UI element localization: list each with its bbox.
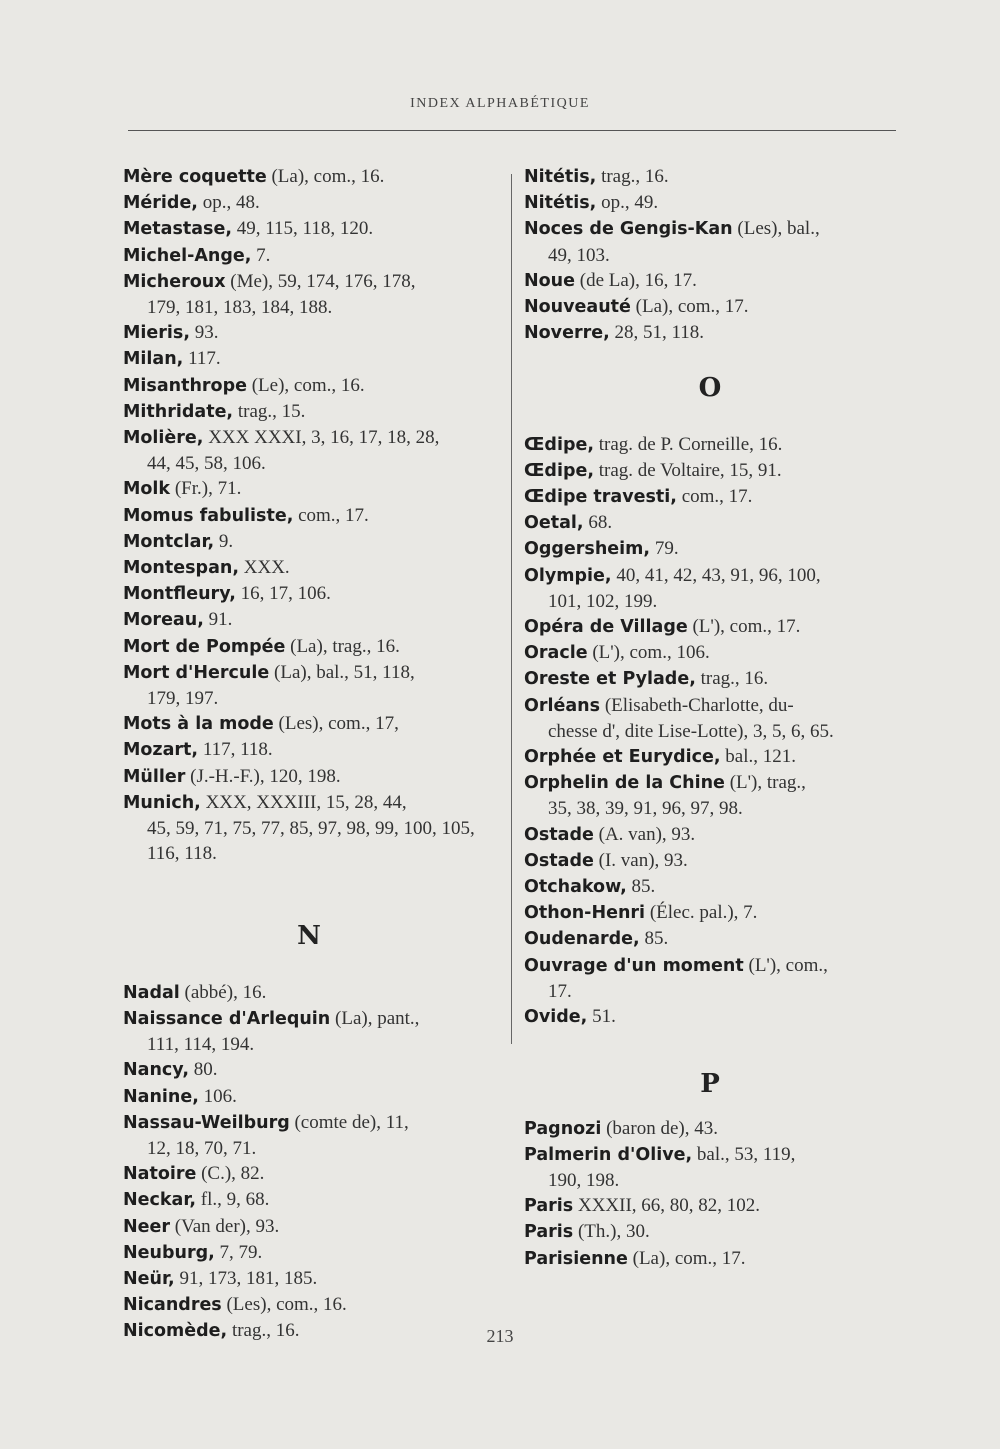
entry-references: 79.: [650, 538, 679, 560]
index-entry: [123, 346, 495, 372]
page-header: INDEX ALPHABÉTIQUE: [410, 96, 590, 111]
entry-references: XXXII, 66, 80, 82, 102.: [573, 1195, 761, 1217]
index-entry: [524, 432, 896, 458]
entry-references: (comte de), 11,: [289, 1111, 409, 1133]
entry-headword: Nassau-Weilburg: [123, 1112, 290, 1133]
entry-headword: Nanine,: [123, 1086, 199, 1107]
index-entry: [123, 1161, 495, 1187]
entry-headword: Nicomède,: [123, 1321, 228, 1342]
entry-continuation: 179, 197.: [147, 688, 219, 710]
entry-headword: Milan,: [123, 349, 184, 370]
entry-continuation: 17.: [548, 980, 572, 1002]
entry-headword: Oggersheim,: [524, 539, 651, 560]
entries-p: [524, 1116, 896, 1272]
entry-references: (Les), bal.,: [732, 218, 820, 240]
entry-continuation: 190, 198.: [548, 1169, 620, 1191]
index-entry: [524, 458, 896, 484]
index-entry: [524, 294, 896, 320]
index-entry: [123, 1110, 495, 1161]
entry-continuation: 179, 181, 183, 184, 188.: [147, 297, 333, 319]
entry-headword: Méride,: [123, 193, 198, 214]
entry-headword: Nitétis,: [524, 193, 597, 214]
entry-continuation: 101, 102, 199.: [548, 590, 658, 612]
entry-references: (L'), com.,: [743, 954, 828, 976]
entry-headword: Misanthrope: [123, 375, 247, 396]
index-entry: [123, 216, 495, 242]
entry-references: (La), pant.,: [330, 1007, 420, 1029]
index-entry: [123, 1292, 495, 1318]
index-entry: [123, 764, 495, 790]
entry-headword: Nadal: [123, 982, 180, 1003]
entry-references: trag. de P. Corneille, 16.: [594, 433, 783, 455]
section-letter-p: P: [700, 1069, 720, 1100]
entry-references: (Elisabeth-Charlotte, du-: [600, 694, 794, 716]
entry-headword: Neür,: [123, 1268, 175, 1289]
entry-references: trag., 16.: [695, 668, 769, 690]
entry-references: 93.: [189, 322, 219, 344]
entry-headword: Natoire: [123, 1164, 197, 1185]
entry-headword: Ouvrage d'un moment: [524, 955, 744, 976]
entry-references: com., 17.: [676, 486, 753, 508]
entry-headword: Metastase,: [123, 219, 232, 240]
entry-headword: Neer: [123, 1216, 171, 1237]
index-entry: [524, 848, 896, 874]
entry-headword: Neuburg,: [123, 1242, 215, 1263]
index-entry: [524, 1219, 896, 1245]
entry-references: (Me), 59, 174, 176, 178,: [225, 270, 416, 292]
entry-references: (Les), com., 17,: [273, 713, 399, 735]
index-entry: [123, 1006, 495, 1057]
entry-headword: Mots à la mode: [123, 714, 274, 735]
index-entry: [123, 1240, 495, 1266]
index-entry: [524, 1142, 896, 1193]
index-entry: [524, 953, 896, 1004]
entry-references: (Van der), 93.: [170, 1215, 280, 1237]
entry-references: (La), com., 17.: [627, 1247, 746, 1269]
entry-headword: Molière,: [123, 428, 204, 449]
entry-continuation: 35, 38, 39, 91, 96, 97, 98.: [548, 798, 743, 820]
entry-headword: Montclar,: [123, 531, 215, 552]
entry-headword: Noue: [524, 270, 575, 291]
entry-references: (Le), com., 16.: [246, 374, 365, 396]
entry-headword: Mieris,: [123, 323, 190, 344]
entry-headword: Montfleury,: [123, 584, 236, 605]
entry-references: trag. de Voltaire, 15, 91.: [594, 459, 782, 481]
entry-references: (La), trag., 16.: [285, 635, 400, 657]
index-entry: [123, 737, 495, 763]
entry-references: (de La), 16, 17.: [575, 269, 697, 291]
entry-references: (L'), com., 106.: [587, 642, 710, 664]
entry-references: trag., 16.: [596, 166, 669, 187]
entry-headword: Paris: [524, 1196, 574, 1217]
index-entry: [123, 269, 495, 320]
index-entry: [123, 425, 495, 476]
entry-references: XXX, XXXIII, 15, 28, 44,: [200, 791, 407, 813]
index-entry: [524, 563, 896, 614]
index-entry: [524, 1193, 896, 1219]
entry-headword: Molk: [123, 479, 171, 500]
entry-references: (Élec. pal.), 7.: [645, 902, 758, 924]
entry-headword: Noverre,: [524, 323, 610, 344]
entry-references: trag., 16.: [227, 1320, 300, 1342]
index-entry: [524, 268, 896, 294]
entry-references: 40, 41, 42, 43, 91, 96, 100,: [611, 564, 821, 586]
index-entry: [524, 693, 896, 744]
entry-headword: Müller: [123, 766, 186, 787]
entry-references: 51.: [587, 1006, 616, 1028]
entries-n-right: [524, 164, 896, 346]
section-letter-o: O: [698, 373, 722, 404]
entry-references: (La), com., 16.: [266, 166, 385, 187]
entry-references: 68.: [583, 512, 613, 534]
entry-continuation: 45, 59, 71, 75, 77, 85, 97, 98, 99, 100, 105, 116, 118.: [147, 818, 475, 865]
entry-continuation: 12, 18, 70, 71.: [147, 1137, 257, 1159]
column-divider: [511, 174, 512, 1044]
entry-references: XXX.: [239, 557, 290, 579]
entry-references: op., 48.: [197, 192, 260, 214]
entry-headword: Nitétis,: [524, 167, 597, 187]
entry-references: (La), bal., 51, 118,: [269, 661, 415, 683]
entry-headword: Pagnozi: [524, 1118, 602, 1139]
entry-references: (Fr.), 71.: [170, 478, 242, 500]
right-column: [524, 164, 896, 1272]
entry-references: bal., 121.: [720, 746, 796, 768]
entry-headword: Moreau,: [123, 610, 204, 631]
entry-references: XXX XXXI, 3, 16, 17, 18, 28,: [203, 427, 440, 449]
entry-headword: Naissance d'Arlequin: [123, 1008, 331, 1029]
index-entry: [524, 614, 896, 640]
entry-references: 16, 17, 106.: [235, 583, 331, 605]
index-entry: [123, 320, 495, 346]
entry-headword: Othon-Henri: [524, 903, 646, 924]
entry-headword: Orléans: [524, 695, 601, 716]
entry-references: 117, 118.: [198, 739, 273, 761]
entry-references: bal., 53, 119,: [692, 1143, 796, 1165]
entry-headword: Mort d'Hercule: [123, 662, 270, 683]
entry-references: 85.: [626, 876, 656, 898]
entry-headword: Noces de Gengis-Kan: [524, 219, 733, 240]
entry-headword: Œdipe,: [524, 434, 594, 455]
index-entry: [123, 555, 495, 581]
entry-headword: Montespan,: [123, 558, 239, 579]
index-entry: [524, 164, 896, 190]
entry-headword: Mozart,: [123, 740, 199, 761]
index-entry: [123, 476, 495, 502]
index-entry: [524, 1246, 896, 1272]
page-number: 213: [486, 1326, 514, 1346]
entry-references: 28, 51, 118.: [609, 322, 705, 344]
index-entry: [123, 529, 495, 555]
entry-headword: Parisienne: [524, 1248, 628, 1269]
index-entry: [123, 503, 495, 529]
entry-references: 7, 79.: [214, 1241, 263, 1263]
entry-references: 49, 115, 118, 120.: [231, 218, 374, 240]
entry-headword: Ovide,: [524, 1007, 588, 1028]
index-entry: [524, 822, 896, 848]
entry-headword: Michel-Ange,: [123, 245, 252, 266]
entry-references: (Th.), 30.: [573, 1221, 650, 1243]
left-column: [123, 164, 495, 1345]
index-entry: [524, 484, 896, 510]
index-entry: [524, 926, 896, 952]
index-entry: [123, 607, 495, 633]
entry-references: (A. van), 93.: [593, 823, 696, 845]
entry-headword: Munich,: [123, 792, 201, 813]
header-rule: [128, 130, 896, 131]
index-entry: [123, 243, 495, 269]
entry-references: 80.: [188, 1059, 218, 1081]
index-entry: [123, 1057, 495, 1083]
entries-o: [524, 432, 896, 1031]
entry-references: (abbé), 16.: [179, 981, 267, 1003]
entry-headword: Palmerin d'Olive,: [524, 1144, 693, 1165]
entry-headword: Œdipe,: [524, 460, 594, 481]
entry-continuation: 44, 45, 58, 106.: [147, 453, 266, 475]
index-entry: [524, 1004, 896, 1030]
index-entry: [524, 640, 896, 666]
entry-headword: Nouveauté: [524, 297, 631, 318]
index-entry: [123, 634, 495, 660]
index-entry: [524, 216, 896, 267]
index-entry: [524, 744, 896, 770]
index-entry: [123, 399, 495, 425]
index-entry: [123, 660, 495, 711]
index-entry: [123, 164, 495, 190]
section-letter-n: N: [297, 921, 321, 952]
entry-references: (L'), com., 17.: [687, 616, 801, 638]
entry-continuation: 111, 114, 194.: [147, 1034, 255, 1056]
entry-headword: Otchakow,: [524, 877, 627, 898]
index-entry: [123, 581, 495, 607]
entry-headword: Mithridate,: [123, 401, 234, 422]
index-entry: [123, 1084, 495, 1110]
entries-n-left: [123, 980, 495, 1345]
entry-continuation: 49, 103.: [548, 244, 610, 266]
entry-references: 117.: [183, 348, 221, 370]
index-entry: [524, 190, 896, 216]
entry-references: (J.-H.-F.), 120, 198.: [185, 765, 341, 787]
entry-headword: Oudenarde,: [524, 929, 640, 950]
index-entry: [524, 874, 896, 900]
index-entry: [123, 790, 495, 867]
entry-headword: Mère coquette: [123, 167, 267, 187]
entry-references: op., 49.: [596, 192, 659, 214]
index-entry: [123, 1266, 495, 1292]
entry-headword: Momus fabuliste,: [123, 505, 294, 526]
entry-headword: Opéra de Village: [524, 617, 688, 638]
entry-references: (C.), 82.: [196, 1163, 265, 1185]
index-entry: [123, 980, 495, 1006]
entry-headword: Micheroux: [123, 271, 226, 292]
entry-headword: Oreste et Pylade,: [524, 669, 696, 690]
entry-headword: Oetal,: [524, 513, 584, 534]
entry-references: fl., 9, 68.: [196, 1189, 270, 1211]
entry-headword: Oracle: [524, 643, 588, 664]
entry-references: (La), com., 17.: [630, 296, 749, 318]
entry-headword: Nancy,: [123, 1060, 189, 1081]
index-entry: [524, 1116, 896, 1142]
entry-references: com., 17.: [293, 504, 369, 526]
entry-references: 7.: [251, 244, 271, 266]
index-entry: [524, 536, 896, 562]
index-entry: [524, 666, 896, 692]
entry-headword: Œdipe travesti,: [524, 487, 677, 508]
index-entry: [524, 900, 896, 926]
index-entry: [524, 770, 896, 821]
entry-headword: Ostade: [524, 850, 594, 871]
entry-continuation: chesse d', dite Lise-Lotte), 3, 5, 6, 65.: [548, 720, 834, 742]
entry-headword: Mort de Pompée: [123, 636, 286, 657]
entry-references: trag., 15.: [233, 400, 306, 422]
entry-headword: Orphée et Eurydice,: [524, 747, 721, 768]
entry-references: (I. van), 93.: [593, 849, 688, 871]
index-entry: [123, 190, 495, 216]
index-entry: [123, 373, 495, 399]
entry-references: 85.: [639, 928, 669, 950]
index-entry: [524, 510, 896, 536]
entry-headword: Paris: [524, 1222, 574, 1243]
entry-headword: Olympie,: [524, 565, 612, 586]
entry-references: 106.: [198, 1085, 237, 1107]
index-entry: [123, 1214, 495, 1240]
index-entry: [524, 320, 896, 346]
entry-headword: Orphelin de la Chine: [524, 773, 725, 794]
entry-references: (Les), com., 16.: [221, 1294, 347, 1316]
entry-headword: Neckar,: [123, 1190, 197, 1211]
index-entry: [123, 711, 495, 737]
entries-m: [123, 164, 495, 866]
index-entry: [123, 1187, 495, 1213]
entry-headword: Nicandres: [123, 1295, 222, 1316]
entry-references: 91.: [203, 609, 233, 631]
entry-references: 91, 173, 181, 185.: [174, 1267, 318, 1289]
entry-references: (baron de), 43.: [601, 1117, 718, 1139]
entry-headword: Ostade: [524, 824, 594, 845]
entry-references: 9.: [214, 530, 234, 552]
entry-references: (L'), trag.,: [724, 772, 806, 794]
